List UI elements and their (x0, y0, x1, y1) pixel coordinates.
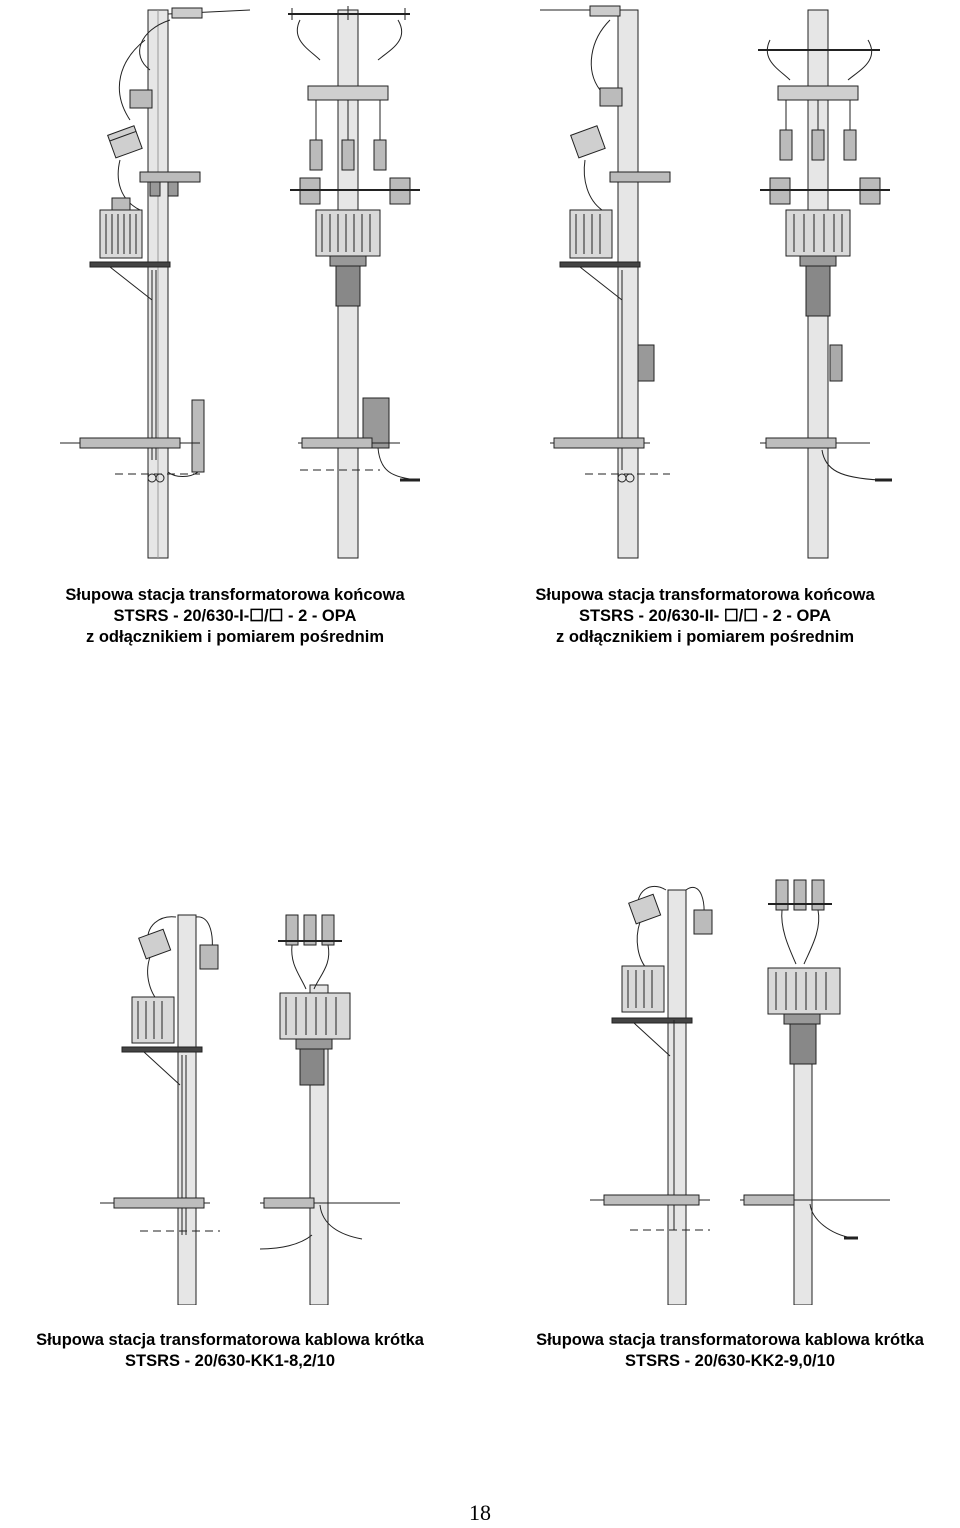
caption-figure-1 (20, 585, 450, 648)
caption-figure-4 (500, 1330, 960, 1372)
transformer-front (280, 993, 350, 1039)
caption-line: STSRS - 20/630-I-☐/☐ - 2 - OPA (113, 607, 357, 625)
station-drawing-1 (60, 0, 440, 565)
transformer-front (786, 210, 850, 256)
pole-side-view (668, 890, 686, 1305)
caption-line: Słupowa stacja transformatorowa kablowa krótka (536, 1331, 924, 1349)
caption-line: Słupowa stacja transformatorowa końcowa (535, 586, 875, 604)
caption-line: z odłącznikiem i pomiarem pośrednim (86, 628, 384, 646)
caption-line: Słupowa stacja transformatorowa kablowa krótka (36, 1331, 424, 1349)
station-drawing-3 (100, 905, 420, 1305)
caption-line: z odłącznikiem i pomiarem pośrednim (556, 628, 854, 646)
caption-line: STSRS - 20/630-II- ☐/☐ - 2 - OPA (578, 607, 832, 625)
page-number: 18 (469, 1500, 491, 1525)
station-drawing-2 (530, 0, 900, 565)
caption-line: Słupowa stacja transformatorowa końcowa (65, 586, 405, 604)
pole-side-view (178, 915, 196, 1305)
station-drawing-4 (590, 870, 910, 1305)
caption-figure-2 (490, 585, 920, 648)
transformer-front (768, 968, 840, 1014)
caption-line: STSRS - 20/630-KK2-9,0/10 (624, 1352, 835, 1370)
caption-line: STSRS - 20/630-KK1-8,2/10 (124, 1352, 335, 1370)
caption-figure-3 (0, 1330, 460, 1372)
